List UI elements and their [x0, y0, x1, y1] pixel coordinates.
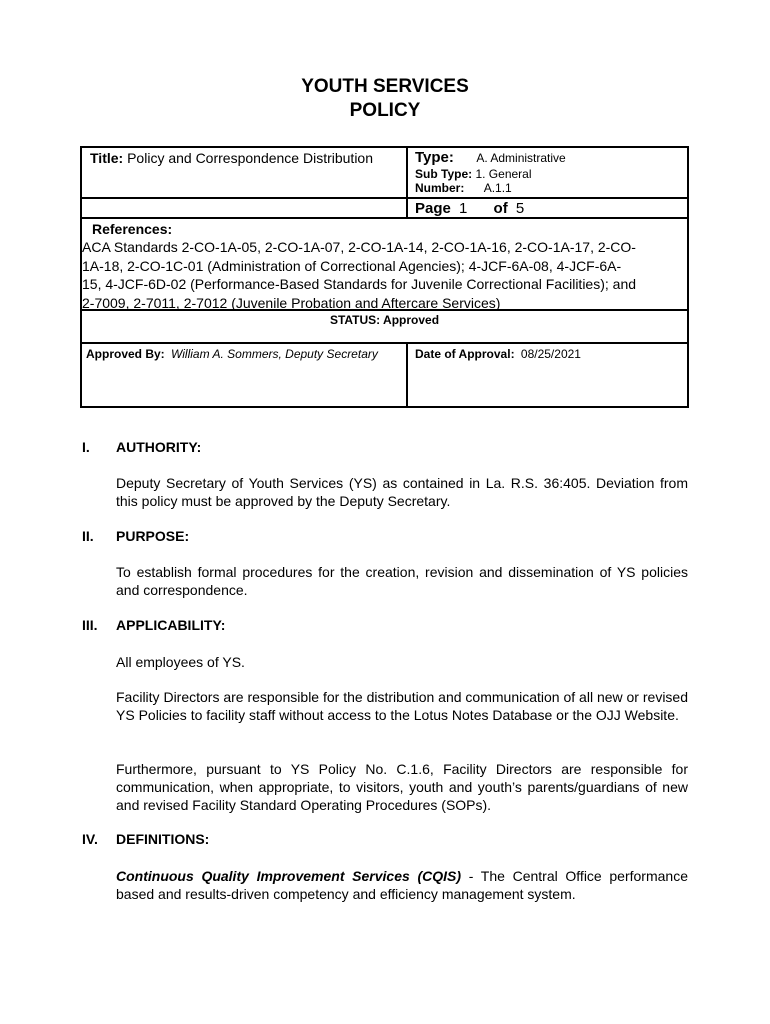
number-field [415, 181, 512, 195]
document-title-line1: YOUTH SERVICES [301, 76, 469, 97]
box-divider-status-bottom [80, 342, 689, 344]
references-line: 15, 4-JCF-6D-02 (Performance-Based Standards for Juvenile Correctional Facilities); and [82, 276, 637, 292]
number-value: A.1.1 [483, 181, 512, 195]
title-field [90, 150, 373, 166]
subtype-label: Sub Type: [415, 167, 473, 181]
of-label: of [493, 200, 508, 217]
section-heading-definitions: DEFINITIONS: [116, 831, 210, 847]
references-line: 1A-18, 2-CO-1C-01 (Administration of Correctional Agencies); 4-JCF-6A-08, 4-JCF-6A- [82, 257, 622, 274]
references-line: 2-7009, 2-7011, 2-7012 (Juvenile Probation and Aftercare Services) [82, 294, 501, 311]
box-divider-vertical-bottom [406, 342, 408, 408]
type-field [415, 149, 566, 167]
references-line: ACA Standards 2-CO-1A-05, 2-CO-1A-07, 2-CO-1A-14, 2-CO-1A-16, 2-CO-1A-17, 2-CO- [82, 239, 636, 255]
subtype-value: 1. General [475, 167, 532, 181]
document-title-line2: POLICY [349, 100, 421, 121]
page-label: Page [415, 200, 451, 217]
applicability-paragraph-2: Facility Directors are responsible for the distribution and communication of all new or revised YS Policies to facility staff without access to the Lotus Notes Database or the OJJ Website. [116, 689, 688, 723]
references-list [82, 238, 686, 312]
date-of-approval-value: 08/25/2021 [520, 347, 581, 361]
section-heading-applicability: APPLICABILITY: [116, 617, 226, 633]
title-label: Title: [90, 150, 124, 166]
approved-by-field [86, 347, 378, 361]
status-text: STATUS: Approved [329, 313, 440, 327]
page-field [415, 200, 524, 217]
definition-paragraph [116, 867, 688, 903]
section-number: II. [82, 528, 94, 544]
box-divider-vertical-top [406, 146, 408, 218]
number-label: Number: [415, 181, 465, 195]
type-value: A. Administrative [476, 151, 566, 165]
title-value: Policy and Correspondence Distribution [127, 150, 374, 166]
section-number: IV. [82, 831, 98, 847]
references-label: References: [92, 221, 173, 237]
applicability-paragraph-3: Furthermore, pursuant to YS Policy No. C.1.6, Facility Directors are responsible for communication, when appropriate, to visitors, youth and youth’s parents/guardians of new and revised Facility Standard Operating Procedures (SOPs). [116, 761, 688, 813]
of-value: 5 [515, 200, 525, 217]
definition-term: Continuous Quality Improvement Services (CQIS) [116, 868, 462, 884]
authority-paragraph: Deputy Secretary of Youth Services (YS) as contained in La. R.S. 36:405. Deviation from this policy must be approved by the Deputy Secretary. [116, 475, 688, 509]
box-divider-title-row [80, 197, 408, 199]
date-of-approval-field [415, 347, 581, 361]
purpose-paragraph: To establish formal procedures for the creation, revision and dissemination of YS policies and correspondence. [116, 564, 688, 598]
page-value: 1 [459, 200, 468, 217]
box-divider-page-bottom [80, 217, 689, 219]
approved-by-value: William A. Sommers, Deputy Secretary [171, 347, 378, 361]
section-heading-authority: AUTHORITY: [116, 439, 202, 455]
subtype-field [415, 167, 532, 181]
box-divider-page-top [406, 197, 689, 199]
type-label: Type: [415, 149, 454, 166]
section-heading-purpose: PURPOSE: [116, 528, 190, 544]
definition-text: - The Central Office performance based and results-driven competency and efficiency management system. [116, 868, 688, 902]
section-number: III. [82, 617, 98, 633]
approved-by-label: Approved By: [86, 347, 165, 361]
section-number: I. [82, 439, 90, 455]
date-of-approval-label: Date of Approval: [415, 347, 515, 361]
applicability-paragraph-1: All employees of YS. [116, 654, 245, 670]
